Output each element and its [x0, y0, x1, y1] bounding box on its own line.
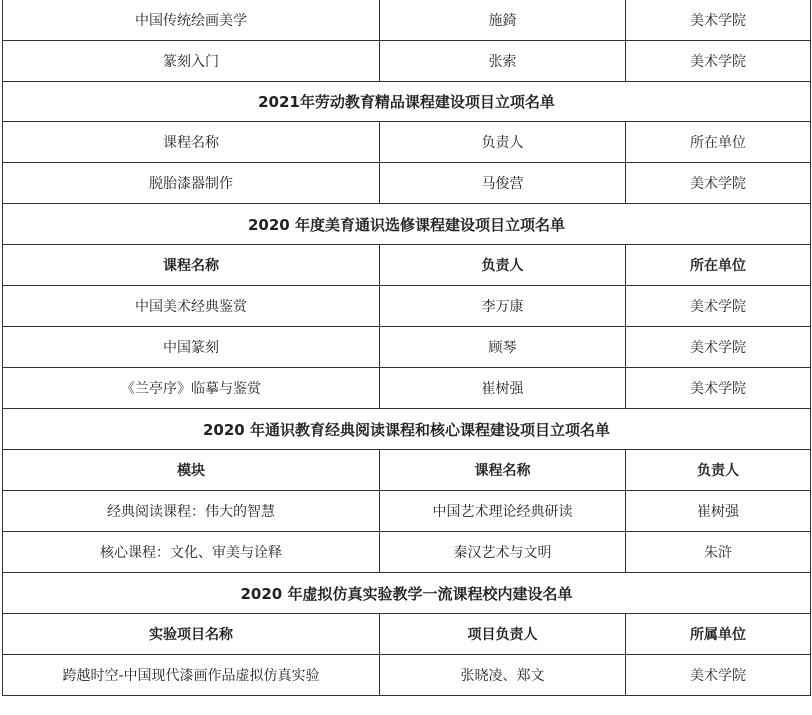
course-name-cell: 中国艺术理论经典研读 — [380, 491, 626, 532]
leader-cell: 崔树强 — [626, 491, 811, 532]
column-header: 负责人 — [380, 122, 626, 163]
table-row — [3, 532, 811, 573]
module-cell: 经典阅读课程：伟大的智慧 — [3, 491, 380, 532]
unit-cell: 美术学院 — [626, 327, 811, 368]
leader-cell: 马俊营 — [380, 163, 626, 204]
column-header: 所在单位 — [626, 245, 811, 286]
column-header: 负责人 — [380, 245, 626, 286]
course-name-cell: 脱胎漆器制作 — [3, 163, 380, 204]
section-title: 2021年劳动教育精品课程建设项目立项名单 — [3, 82, 811, 122]
course-name-cell: 《兰亭序》临摹与鉴赏 — [3, 368, 380, 409]
project-list-table — [2, 0, 811, 696]
leader-cell: 顾琴 — [380, 327, 626, 368]
course-name-cell: 中国美术经典鉴赏 — [3, 286, 380, 327]
column-header: 负责人 — [626, 450, 811, 491]
leader-cell: 施錡 — [380, 0, 626, 41]
table-row — [3, 368, 811, 409]
table-row — [3, 163, 811, 204]
column-header: 课程名称 — [380, 450, 626, 491]
unit-cell: 美术学院 — [626, 368, 811, 409]
course-name-cell: 篆刻入门 — [3, 41, 380, 82]
column-header: 所属单位 — [626, 614, 811, 655]
unit-cell: 美术学院 — [626, 163, 811, 204]
leader-cell: 崔树强 — [380, 368, 626, 409]
table-row — [3, 41, 811, 82]
course-name-cell: 中国传统绘画美学 — [3, 0, 380, 41]
header-row — [3, 614, 811, 655]
table-row — [3, 655, 811, 696]
leader-cell: 李万康 — [380, 286, 626, 327]
unit-cell: 美术学院 — [626, 41, 811, 82]
module-cell: 核心课程：文化、审美与诠释 — [3, 532, 380, 573]
unit-cell: 美术学院 — [626, 0, 811, 41]
header-row — [3, 450, 811, 491]
table-row — [3, 491, 811, 532]
column-header: 项目负责人 — [380, 614, 626, 655]
unit-cell: 美术学院 — [626, 655, 811, 696]
course-name-cell: 秦汉艺术与文明 — [380, 532, 626, 573]
header-row — [3, 245, 811, 286]
section-title: 2020 年度美育通识选修课程建设项目立项名单 — [3, 204, 811, 245]
column-header: 课程名称 — [3, 245, 380, 286]
column-header: 模块 — [3, 450, 380, 491]
section-title-row — [3, 82, 811, 122]
section-title-row — [3, 409, 811, 450]
table-row — [3, 286, 811, 327]
section-title-row — [3, 573, 811, 614]
section-title: 2020 年虚拟仿真实验教学一流课程校内建设名单 — [3, 573, 811, 614]
section-title: 2020 年通识教育经典阅读课程和核心课程建设项目立项名单 — [3, 409, 811, 450]
column-header: 所在单位 — [626, 122, 811, 163]
project-name-cell: 跨越时空-中国现代漆画作品虚拟仿真实验 — [3, 655, 380, 696]
section-title-row — [3, 204, 811, 245]
course-name-cell: 中国篆刻 — [3, 327, 380, 368]
table-row — [3, 327, 811, 368]
leader-cell: 张索 — [380, 41, 626, 82]
table-row — [3, 0, 811, 41]
leader-cell: 朱浒 — [626, 532, 811, 573]
leader-cell: 张晓凌、郑文 — [380, 655, 626, 696]
column-header: 实验项目名称 — [3, 614, 380, 655]
header-row — [3, 122, 811, 163]
column-header: 课程名称 — [3, 122, 380, 163]
unit-cell: 美术学院 — [626, 286, 811, 327]
